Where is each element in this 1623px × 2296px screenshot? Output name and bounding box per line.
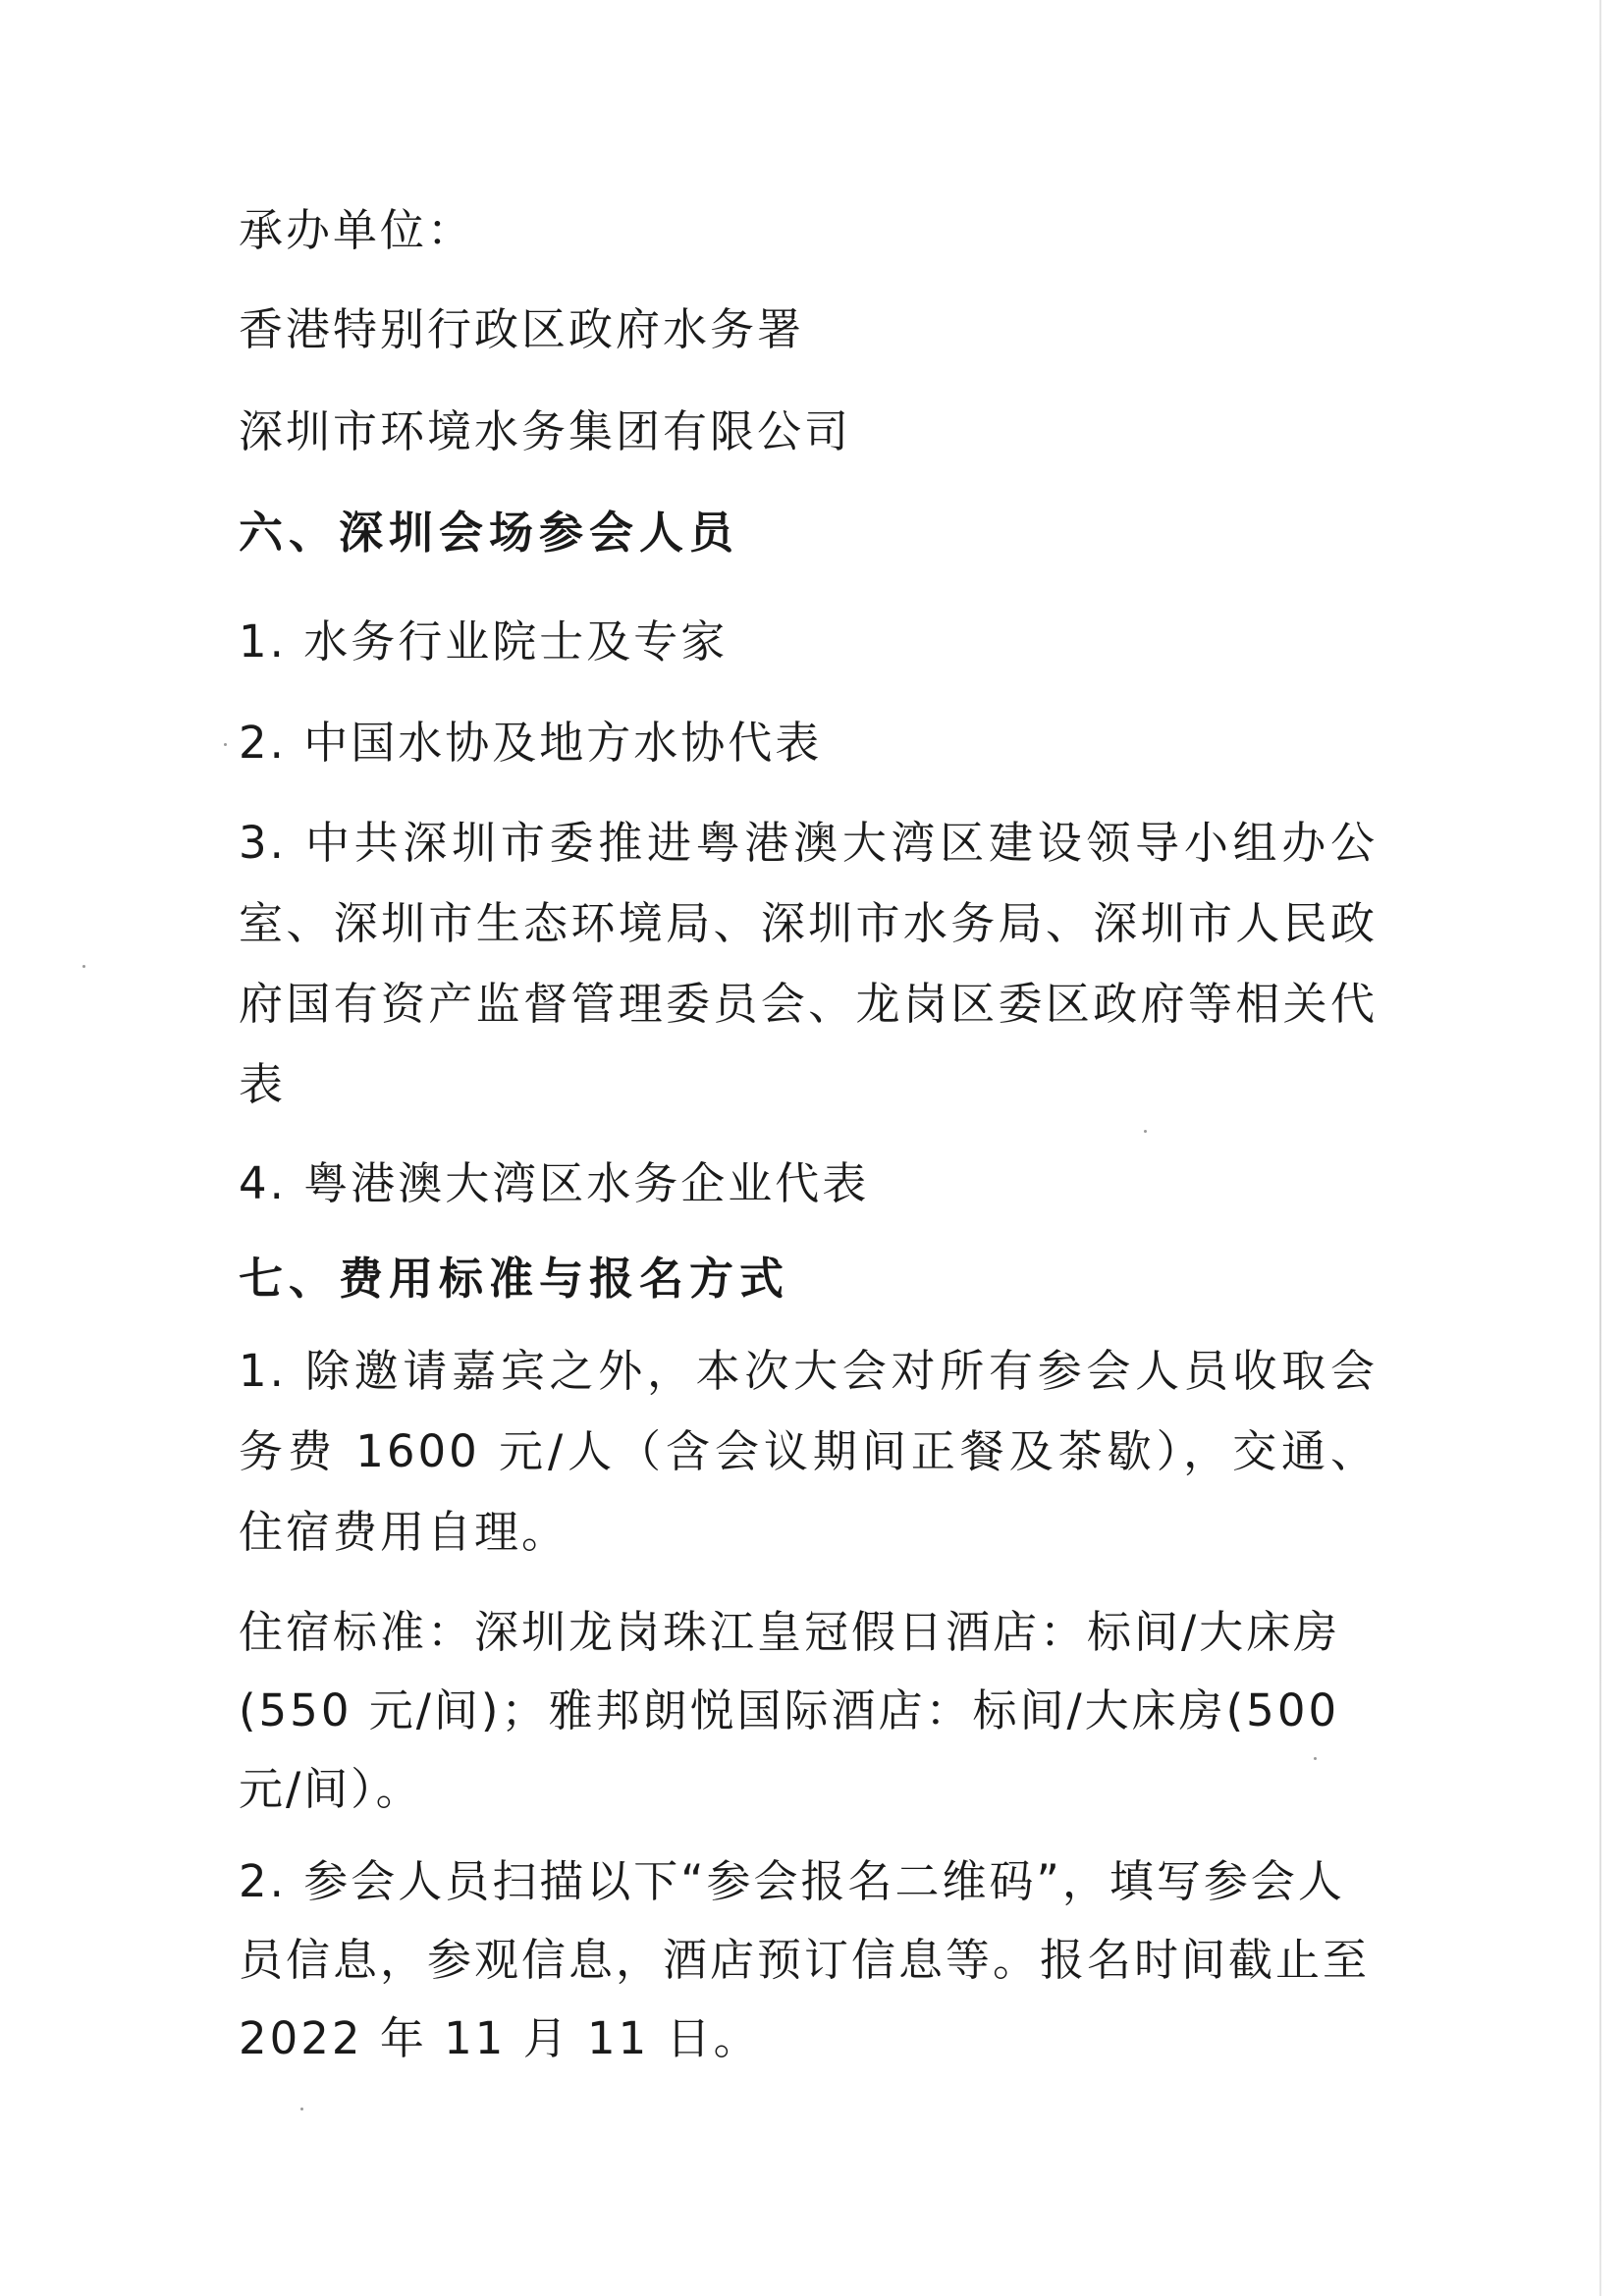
organizer-item: 香港特别行政区政府水务署 xyxy=(239,303,805,355)
fee-paragraph: 1. 除邀请嘉宾之外，本次大会对所有参会人员收取会务费 1600 元/人（含会议期间正餐及茶歇），交通、住宿费用自理。 xyxy=(239,1345,1378,1558)
accommodation-paragraph: 住宿标准：深圳龙岗珠江皇冠假日酒店：标间/大床房(550 元/间)；雅邦朗悦国际酒店：标间/大床房(500 元/间）。 xyxy=(239,1606,1341,1815)
scan-speck xyxy=(1314,1757,1317,1760)
section-6-heading: 六、深圳会场参会人员 xyxy=(239,507,740,559)
organizer-item: 深圳市环境水务集团有限公司 xyxy=(239,405,852,457)
scan-speck xyxy=(1144,1130,1147,1133)
list-item: 2. 中国水协及地方水协代表 xyxy=(239,717,823,769)
list-item: 4. 粤港澳大湾区水务企业代表 xyxy=(239,1157,870,1209)
scan-speck xyxy=(300,2108,303,2110)
scan-speck xyxy=(82,965,85,968)
scan-speck xyxy=(224,743,227,746)
registration-paragraph: 2. 参会人员扫描以下“参会报名二维码”，填写参会人员信息，参观信息，酒店预订信息等。报名时间截止至 2022 年 11 月 11 日。 xyxy=(239,1855,1371,2064)
organizers-label: 承办单位： xyxy=(239,204,475,256)
scan-page-edge xyxy=(1599,0,1601,2296)
section-7-heading: 七、费用标准与报名方式 xyxy=(239,1253,790,1305)
list-item: 1. 水务行业院士及专家 xyxy=(239,615,729,667)
list-item: 3. 中共深圳市委推进粤港澳大湾区建设领导小组办公室、深圳市生态环境局、深圳市水务局、深圳市人民政府国有资产监督管理委员会、龙岗区委区政府等相关代表 xyxy=(239,817,1378,1110)
